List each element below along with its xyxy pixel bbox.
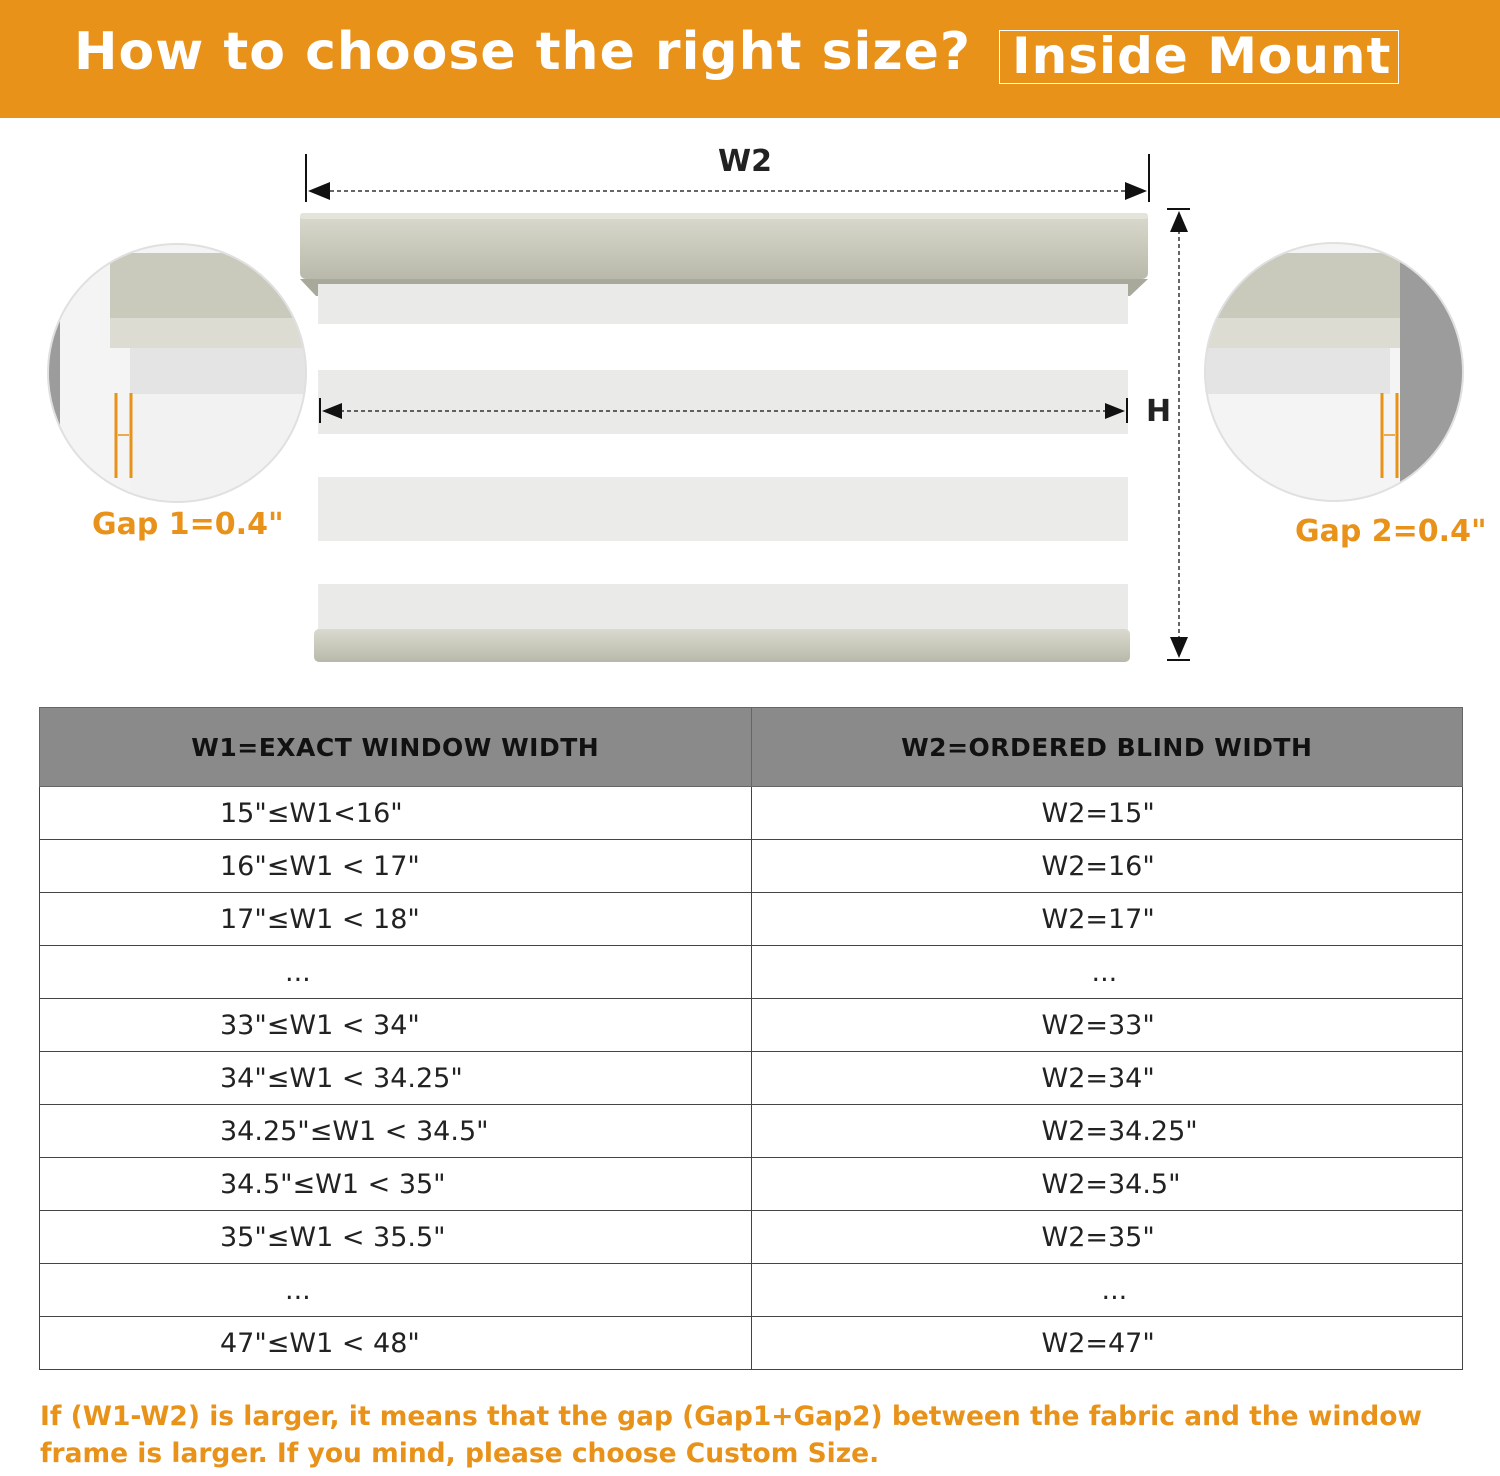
table-row (40, 893, 1463, 946)
blind-width-cell: W2=35" (751, 1211, 1463, 1264)
blind-width-cell: W2=34.5" (751, 1158, 1463, 1211)
blind-width-cell: W2=33" (751, 999, 1463, 1052)
window-width-cell: 34.5"≤W1 < 35" (40, 1158, 752, 1211)
blind-width-cell: W2=16" (751, 840, 1463, 893)
window-width-cell: 35"≤W1 < 35.5" (40, 1211, 752, 1264)
blind-width-cell: W2=15" (751, 787, 1463, 840)
window-width-cell: 34.25"≤W1 < 34.5" (40, 1105, 752, 1158)
gap-right-label: Gap 2=0.4" (1295, 514, 1487, 549)
table-row (40, 787, 1463, 840)
window-width-cell: 15"≤W1<16" (40, 787, 752, 840)
window-width-cell: 17"≤W1 < 18" (40, 893, 752, 946)
blind-width-cell: W2=47" (751, 1317, 1463, 1370)
window-width-cell: 16"≤W1 < 17" (40, 840, 752, 893)
height-label: H (1146, 394, 1172, 429)
blind-fabric-stripes (318, 284, 1128, 630)
blind-width-cell: ... (751, 946, 1463, 999)
mount-type-badge: Inside Mount (999, 30, 1399, 84)
blind-cassette (300, 213, 1148, 296)
gap-left-zoom (40, 238, 320, 518)
table-row (40, 1052, 1463, 1105)
column-header-w2: W2=ORDERED BLIND WIDTH (751, 708, 1463, 787)
table-row (40, 1211, 1463, 1264)
table-row (40, 999, 1463, 1052)
table-row (40, 1158, 1463, 1211)
gap-left-label: Gap 1=0.4" (92, 507, 284, 542)
blind-width-cell: ... (751, 1264, 1463, 1317)
blind-width-cell: W2=17" (751, 893, 1463, 946)
window-width-cell: 34"≤W1 < 34.25" (40, 1052, 752, 1105)
page-title: How to choose the right size? (74, 22, 972, 82)
blind-bottom-rail (314, 629, 1130, 662)
blind-width-cell: W2=34.25" (751, 1105, 1463, 1158)
width-label-w2: W2 (718, 144, 772, 179)
column-header-w1: W1=EXACT WINDOW WIDTH (40, 708, 752, 787)
table-row (40, 840, 1463, 893)
gap-right-zoom (1200, 238, 1480, 518)
header-banner (0, 0, 1500, 118)
footnote-text: If (W1-W2) is larger, it means that the gap (Gap1+Gap2) between the fabric and the window frame is larger. If you mind, please choose Custom Size. (40, 1401, 1422, 1469)
table-header-row (40, 708, 1463, 787)
height-dimension-line (1167, 209, 1190, 660)
size-table (39, 707, 1463, 1370)
blind-width-cell: W2=34" (751, 1052, 1463, 1105)
blind-illustration (0, 118, 1500, 698)
window-width-cell: 33"≤W1 < 34" (40, 999, 752, 1052)
table-row (40, 1317, 1463, 1370)
window-width-cell: 47"≤W1 < 48" (40, 1317, 752, 1370)
blind-size-diagram (0, 118, 1500, 698)
window-width-cell: ... (40, 1264, 752, 1317)
table-row (40, 1105, 1463, 1158)
table-row (40, 1264, 1463, 1317)
window-width-cell: ... (40, 946, 752, 999)
table-row (40, 946, 1463, 999)
